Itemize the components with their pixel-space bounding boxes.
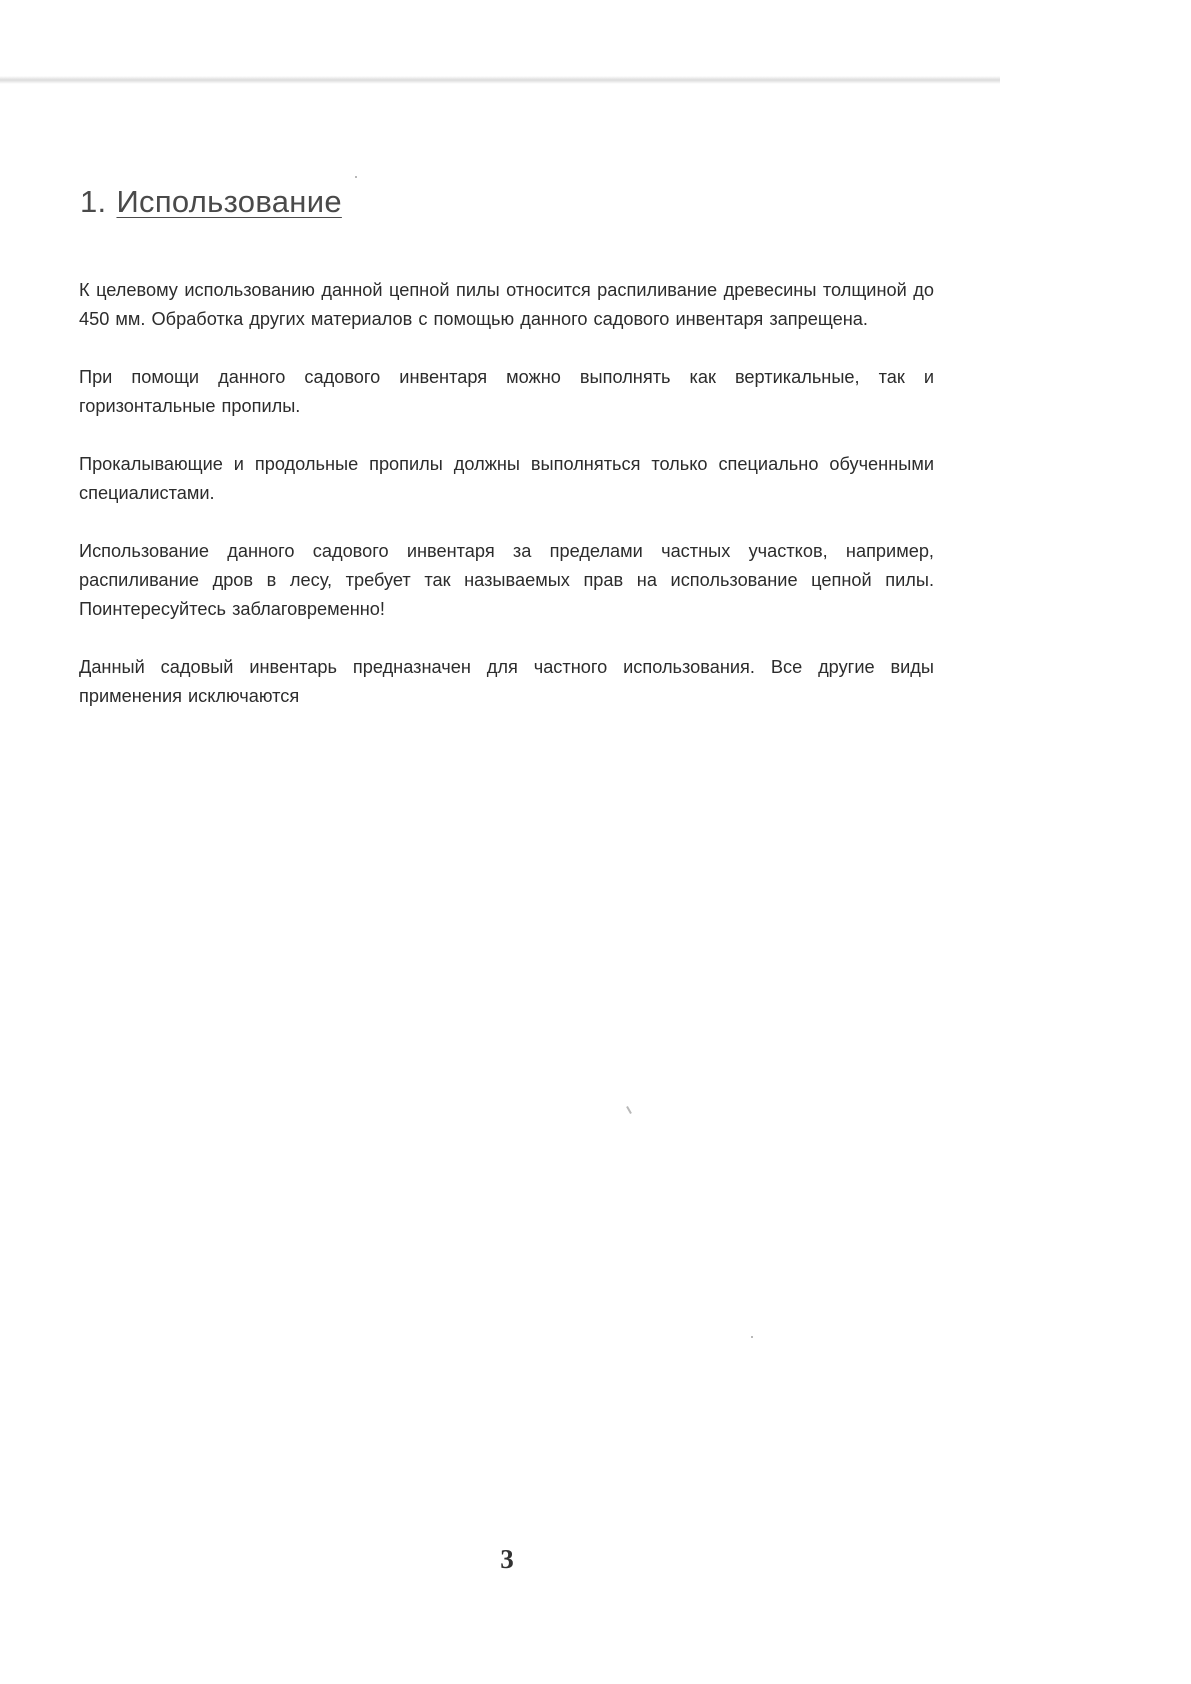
- section-number: 1.: [80, 184, 107, 219]
- paragraph-private-use: Данный садовый инвентарь предназначен для частного использования. Все другие виды применения исключаются: [79, 657, 934, 706]
- paragraph-cut-types: При помощи данного садового инвентаря можно выполнять как вертикальные, так и горизонтальные пропилы.: [79, 367, 934, 416]
- paragraph-forest-use: Использование данного садового инвентаря за пределами частных участков, например, распиливание дров в лесу, требует так называемых прав на использование цепной пилы. Поинтересуйтесь заблаговременно!: [79, 541, 934, 619]
- section-title: Использование: [116, 184, 342, 219]
- scan-speck: [355, 176, 357, 178]
- scan-speck: [751, 1336, 753, 1338]
- paragraph-special-cuts: Прокалывающие и продольные пропилы должны выполняться только специально обученными специалистами.: [79, 454, 934, 503]
- body-text: [79, 276, 934, 711]
- scan-speck: [626, 1106, 632, 1114]
- scan-edge-shadow: [0, 76, 1000, 84]
- section-heading: [80, 184, 342, 220]
- page-number: 3: [500, 1544, 514, 1574]
- paragraph-purpose: К целевому использованию данной цепной пилы относится распиливание древесины толщиной до 450 мм. Обработка других материалов с помощью данного садового инвентаря запрещена.: [79, 280, 934, 329]
